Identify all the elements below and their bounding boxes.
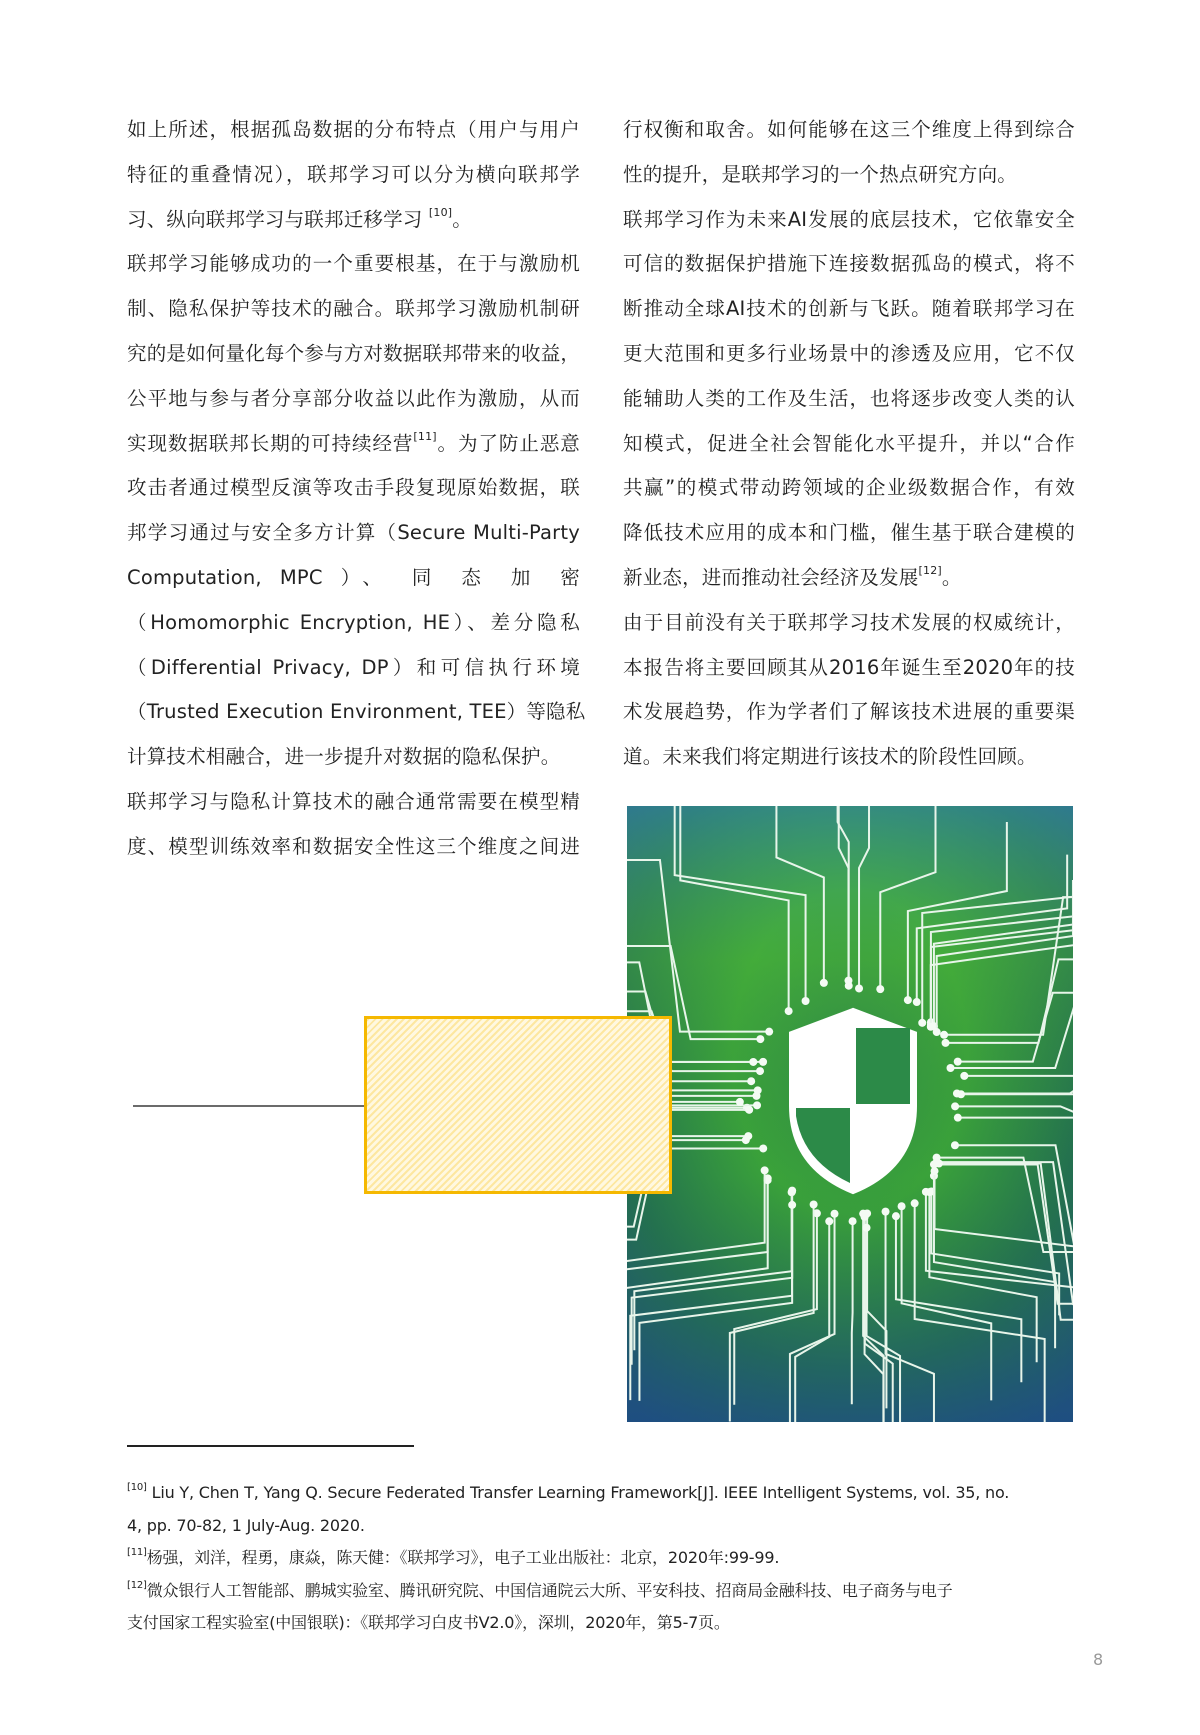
circuit-node [904,996,912,1004]
circuit-node [736,1098,744,1106]
circuit-node [918,1019,926,1027]
line-text: 习、纵向联邦学习与联邦迁移学习 [127,207,429,231]
line-text: 知模式，促进全社会智能化水平提升，并以“合作 [623,431,1075,455]
circuit-node [861,1212,869,1220]
circuit-node [892,1212,900,1220]
line-text: 行权衡和取舍。如何能够在这三个维度上得到综合 [623,118,1075,141]
circuit-node [863,1224,871,1232]
text-line [127,377,580,422]
line-text: 实现数据联邦长期的可持续经营 [127,431,414,455]
circuit-node [957,1090,965,1098]
text-line [623,377,1075,422]
circuit-node [759,1058,767,1066]
circuit-node [954,1058,962,1066]
line-text: Computation, MPC ）、 同 态 加 密 [127,565,580,589]
line-text: 降低技术应用的成本和门槛，催生基于联合建模的 [623,521,1075,545]
footnotes [127,1477,1077,1640]
circuit-node [951,1102,959,1110]
circuit-node [747,1077,755,1085]
footnote-marker: [10] [127,1482,147,1493]
text-line [623,601,1075,646]
circuit-node [825,1217,833,1225]
footnote-line [127,1575,1077,1608]
text-line [623,556,1075,601]
line-text: 联邦学习作为未来AI发展的底层技术，它依靠安全 [623,207,1075,231]
circuit-node [810,1200,818,1208]
circuit-node [744,1132,752,1140]
line-text: 特征的重叠情况），联邦学习可以分为横向联邦学 [127,162,580,186]
circuit-node [785,1007,793,1015]
line-text: 性的提升，是联邦学习的一个热点研究方向。 [623,162,1018,186]
left-text-column [127,108,586,870]
footnote-line [127,1542,1077,1575]
text-line [127,556,580,601]
text-line [127,690,586,735]
text-line [623,153,1075,198]
footnote-text: Liu Y, Chen T, Yang Q. Secure Federated Transfer Learning Framework[J]. IEEE Intelligent Systems, vol. 35, no. [146,1483,1010,1502]
circuit-node [855,984,863,992]
circuit-node [940,1031,948,1039]
line-text-tail: 。 [452,207,472,231]
circuit-trace [852,1221,853,1404]
line-text: 更大范围和更多行业场景中的渗透及应用，它不仅 [623,341,1075,365]
text-line [623,511,1075,556]
text-line [623,690,1075,735]
text-line [623,646,1075,691]
circuit-node [927,1023,935,1031]
text-line [127,601,580,646]
text-line [623,108,1075,153]
footnote-line [127,1607,1077,1640]
line-text: 计算技术相融合，进一步提升对数据的隐私保护。 [127,745,561,769]
citation-marker: [12] [918,563,942,577]
circuit-node [913,998,921,1006]
line-text: 断推动全球AI技术的创新与飞跃。随着联邦学习在 [623,297,1075,321]
footnote-marker: [11] [127,1547,147,1558]
text-line [623,198,1075,243]
text-line [127,242,580,287]
circuit-shield-illustration [627,806,1073,1422]
text-line [127,825,580,870]
text-line [127,198,580,243]
connector-line [133,1105,366,1107]
citation-marker: [10] [428,205,453,219]
circuit-node [765,1028,773,1036]
line-text: 共赢”的模式带动跨领域的企业级数据合作，有效 [623,476,1075,500]
line-text: 如上所述，根据孤岛数据的分布特点（用户与用户 [127,118,580,141]
text-line [127,780,580,825]
circuit-node [753,1101,761,1109]
text-line [127,511,580,556]
circuit-node [759,1144,767,1152]
footnote-text: 微众银行人工智能部、鹏城实验室、腾讯研究院、中国信通院云大所、平安科技、招商局金融科技、电子商务与电子 [146,1580,953,1600]
page-number: 8 [1093,1650,1104,1669]
circuit-node [802,997,810,1005]
circuit-node [898,1202,906,1210]
footnote-line [127,1510,1077,1543]
shield-icon [792,1011,914,1191]
line-text: （Homomorphic Encryption, HE）、差分隐私 [127,610,580,634]
footnote-text: 4, pp. 70-82, 1 July-Aug. 2020. [127,1515,365,1535]
circuit-node [745,1106,753,1114]
line-text: 由于目前没有关于联邦学习技术发展的权威统计， [623,610,1075,634]
circuit-node [756,1067,764,1075]
text-line [623,332,1075,377]
circuit-node [754,1086,762,1094]
footnote-line [127,1477,1077,1510]
circuit-node [931,1167,939,1175]
text-line [127,153,580,198]
text-line [127,108,580,153]
circuit-node [788,1187,796,1195]
circuit-node [911,1199,919,1207]
circuit-node [788,1201,796,1209]
circuit-node [954,1114,962,1122]
circuit-node [756,1035,764,1043]
circuit-node [849,1217,857,1225]
circuit-node [749,1058,757,1066]
circuit-node [876,985,884,993]
line-text: 新业态，进而推动社会经济及发展 [623,565,919,589]
line-text: 术发展趋势，作为学者们了解该技术进展的重要渠 [623,700,1075,724]
circuit-node [922,1188,930,1196]
circuit-node [960,1072,968,1080]
line-text: 能辅助人类的工作及生活，也将逐步改变人类的认 [623,386,1075,410]
text-line [127,646,580,691]
line-text: 可信的数据保护措施下连接数据孤岛的模式，将不 [623,252,1075,276]
line-text: 制、隐私保护等技术的融合。联邦学习激励机制研 [127,297,580,321]
circuit-node [831,1210,839,1218]
circuit-node [761,1166,769,1174]
text-line [623,287,1075,332]
text-line [127,422,580,467]
text-line [127,332,580,377]
circuit-node [844,977,852,985]
text-line [127,287,580,332]
text-line [127,735,580,780]
highlight-box [364,1016,672,1194]
line-text-tail: 。 [941,565,962,589]
line-text: （Trusted Execution Environment, TEE）等隐私 [127,700,586,724]
footnote-divider [127,1445,414,1447]
footnote-text: 杨强，刘洋，程勇，康焱，陈天健：《联邦学习》，电子工业出版社：北京，2020年:99-99. [146,1548,780,1567]
footnote-marker: [12] [127,1579,147,1591]
text-line [623,735,1075,780]
line-text: 联邦学习能够成功的一个重要根基，在于与激励机 [127,252,580,276]
text-line [623,422,1075,467]
circuit-node [820,979,828,987]
line-text: （Differential Privacy, DP）和可信执行环境 [127,655,580,679]
text-line [623,242,1075,287]
circuit-node [935,1159,943,1167]
line-text-tail: 。为了防止恶意 [436,431,580,455]
line-text: 度、模型训练效率和数据安全性这三个维度之间进 [127,834,580,858]
circuit-node [942,1039,950,1047]
text-line [623,466,1075,511]
line-text: 本报告将主要回顾其从2016年诞生至2020年的技 [623,655,1075,679]
line-text: 邦学习通过与安全多方计算（Secure Multi-Party [127,521,580,545]
circuit-node [951,1141,959,1149]
line-text: 攻击者通过模型反演等攻击手段复现原始数据，联 [127,476,580,500]
line-text: 道。未来我们将定期进行该技术的阶段性回顾。 [623,745,1037,769]
line-text: 联邦学习与隐私计算技术的融合通常需要在模型精 [127,789,580,813]
citation-marker: [11] [413,429,437,443]
line-text: 公平地与参与者分享部分收益以此作为激励，从而 [127,386,580,410]
text-line [127,466,580,511]
circuit-node [882,1208,890,1216]
circuit-node [947,1064,955,1072]
line-text: 究的是如何量化每个参与方对数据联邦带来的收益， [127,341,581,365]
right-text-column [623,108,1075,780]
footnote-text: 支付国家工程实验室(中国银联)：《联邦学习白皮书V2.0》，深圳，2020年，第5-7页。 [127,1613,730,1632]
